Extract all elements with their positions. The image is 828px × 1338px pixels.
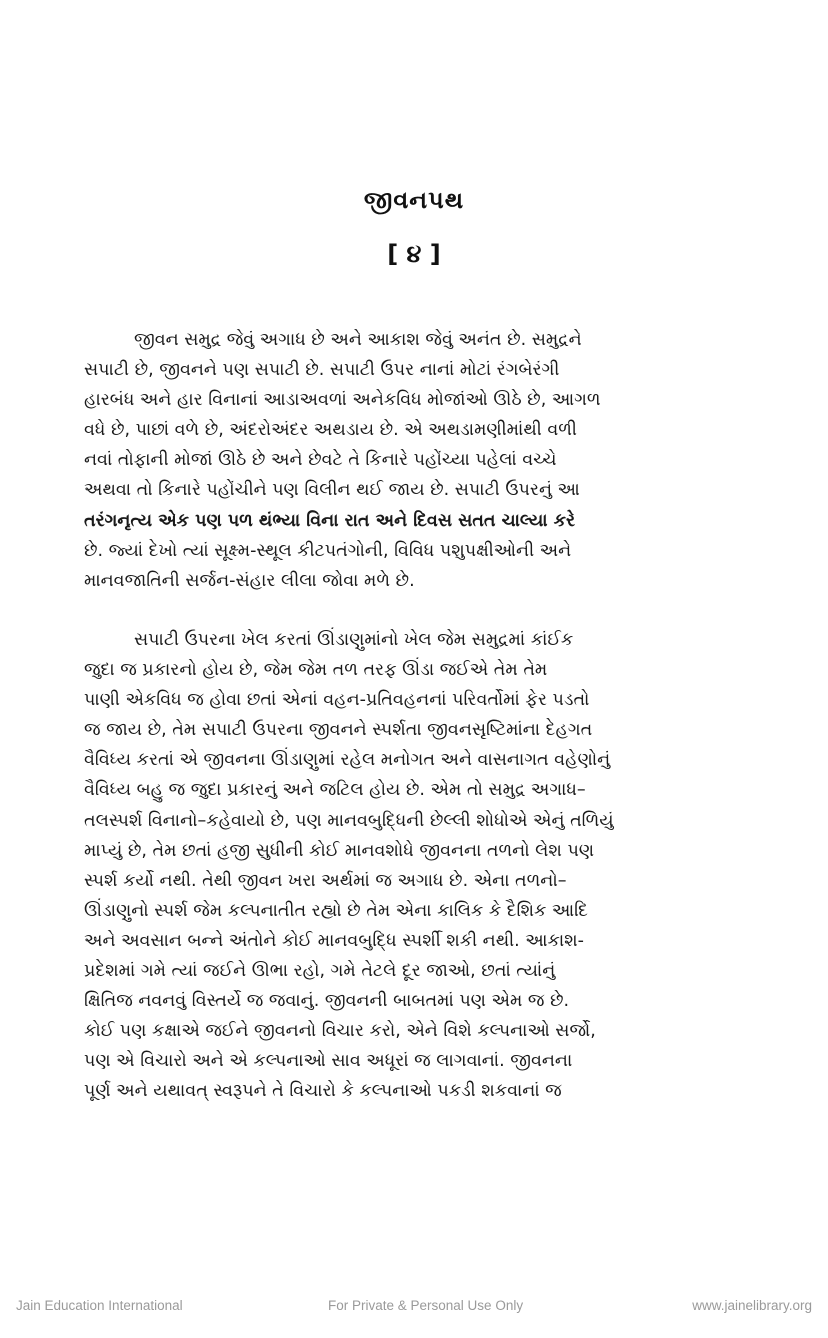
text-line: તરંગનૃત્ય એક પણ પળ થંભ્યા વિના રાત અને દિવસ સતત ચાલ્યા કરે	[84, 510, 576, 531]
footer-usage-note: For Private & Personal Use Only	[328, 1298, 524, 1313]
text-line: તલસ્પર્શ વિનાનો–કહેવાયો છે, પણ માનવબુદ્ધિની છેલ્લી શોધોએ એનું તળિયું	[84, 810, 614, 831]
text-line: પણ એ વિચારો અને એ કલ્પનાઓ સાવ અધૂરાં જ લાગવાનાં. જીવનના	[84, 1051, 573, 1072]
text-line: વધે છે, પાછાં વળે છે, અંદરોઅંદર અથડાય છે. એ અથડામણીમાંથી વળી	[84, 420, 577, 441]
text-line: નવાં તોફાની મોજાં ઊઠે છે અને છેવટે તે કિનારે પહોંચ્યા પહેલાં વચ્ચે	[84, 450, 557, 471]
paragraph-2	[84, 625, 812, 1107]
text-line: જીવન સમુદ્ર જેવું અગાધ છે અને આકાશ જેવું અનંત છે. સમુદ્રને	[134, 330, 582, 350]
text-line: વૈવિધ્ય કરતાં એ જીવનના ઊંડાણુમાં રહેલ મનોગત અને વાસનાગત વહેણોનું	[84, 750, 611, 771]
text-line: માનવજાતિની સર્જન-સંહાર લીલા જોવા મળે છે.	[84, 570, 415, 591]
text-line: હારબંધ અને હાર વિનાનાં આડાઅવળાં અનેકવિધ મોજાંઓ ઊઠે છે, આગળ	[84, 390, 601, 411]
footer-website-link[interactable]: www.jainelibrary.org	[692, 1298, 812, 1313]
text-line: અને અવસાન બન્ને અંતોને કોઈ માનવબુદ્ધિ સ્પર્શી શકી નથી. આકાશ-	[84, 930, 584, 951]
text-line: જ જાય છે, તેમ સપાટી ઉપરના જીવનને સ્પર્શતા જીવનસૃષ્ટિમાંના દેહગત	[84, 720, 593, 741]
page-title: જીવનપથ	[363, 186, 465, 214]
text-line: પૂર્ણ અને યથાવત્ સ્વરૂપને તે વિચારો કે કલ્પનાઓ પકડી શકવાનાં જ	[84, 1081, 562, 1102]
footer-publisher: Jain Education International	[16, 1298, 183, 1313]
text-line: પ્રદેશમાં ગમે ત્યાં જઈને ઊભા રહો, ગમે તેટલે દૂર જાઓ, છતાં ત્યાંનું	[84, 961, 556, 982]
text-line: માપ્યું છે, તેમ છતાં હજી સુધીની કોઈ માનવશોધે જીવનના તળનો લેશ પણ	[84, 840, 595, 861]
text-line: વૈવિધ્ય બહુ જ જુદા પ્રકારનું અને જટિલ હોય છે. એમ તો સમુદ્ર અગાધ–	[84, 780, 586, 801]
page-footer	[0, 1298, 828, 1318]
text-line: પાણી એકવિધ જ હોવા છતાં એનાં વહન-પ્રતિવહનનાં પરિવર્તોમાં ફેર પડતો	[84, 690, 590, 711]
text-line: સ્પર્શ કર્યો નથી. તેથી જીવન ખરા અર્થમાં જ અગાધ છે. એના તળનો–	[84, 870, 567, 891]
chapter-number: [ ૪ ]	[387, 240, 441, 268]
text-line: છે. જ્યાં દેખો ત્યાં સૂક્ષ્મ-સ્થૂલ કીટપતંગોની, વિવિધ પશુપક્ષીઓની અને	[84, 540, 572, 561]
text-line: સપાટી છે, જીવનને પણ સપાટી છે. સપાટી ઉપર નાનાં મોટાં રંગબેરંગી	[84, 360, 560, 381]
text-line: સપાટી ઉપરના ખેલ કરતાં ઊંડાણુમાંનો ખેલ જેમ સમુદ્રમાં કાંઈક	[134, 630, 574, 650]
text-line: ઊંડાણુનો સ્પર્શ જેમ કલ્પનાતીત રહ્યો છે તેમ એના કાલિક કે દૈશિક આદિ	[84, 900, 588, 921]
text-line: કોઈ પણ કક્ષાએ જઈને જીવનનો વિચાર કરો, એને વિશે કલ્પનાઓ સર્જો,	[84, 1021, 596, 1042]
paragraph-1	[84, 325, 812, 596]
text-line: ક્ષિતિજ નવનવું વિસ્તર્યે જ જવાનું. જીવનની બાબતમાં પણ એમ જ છે.	[84, 991, 570, 1012]
text-line: અથવા તો કિનારે પહોંચીને પણ વિલીન થઈ જાય છે. સપાટી ઉપરનું આ	[84, 480, 580, 501]
text-line: જુદા જ પ્રકારનો હોય છે, જેમ જેમ તળ તરફ ઊંડા જઈએ તેમ તેમ	[84, 660, 548, 681]
